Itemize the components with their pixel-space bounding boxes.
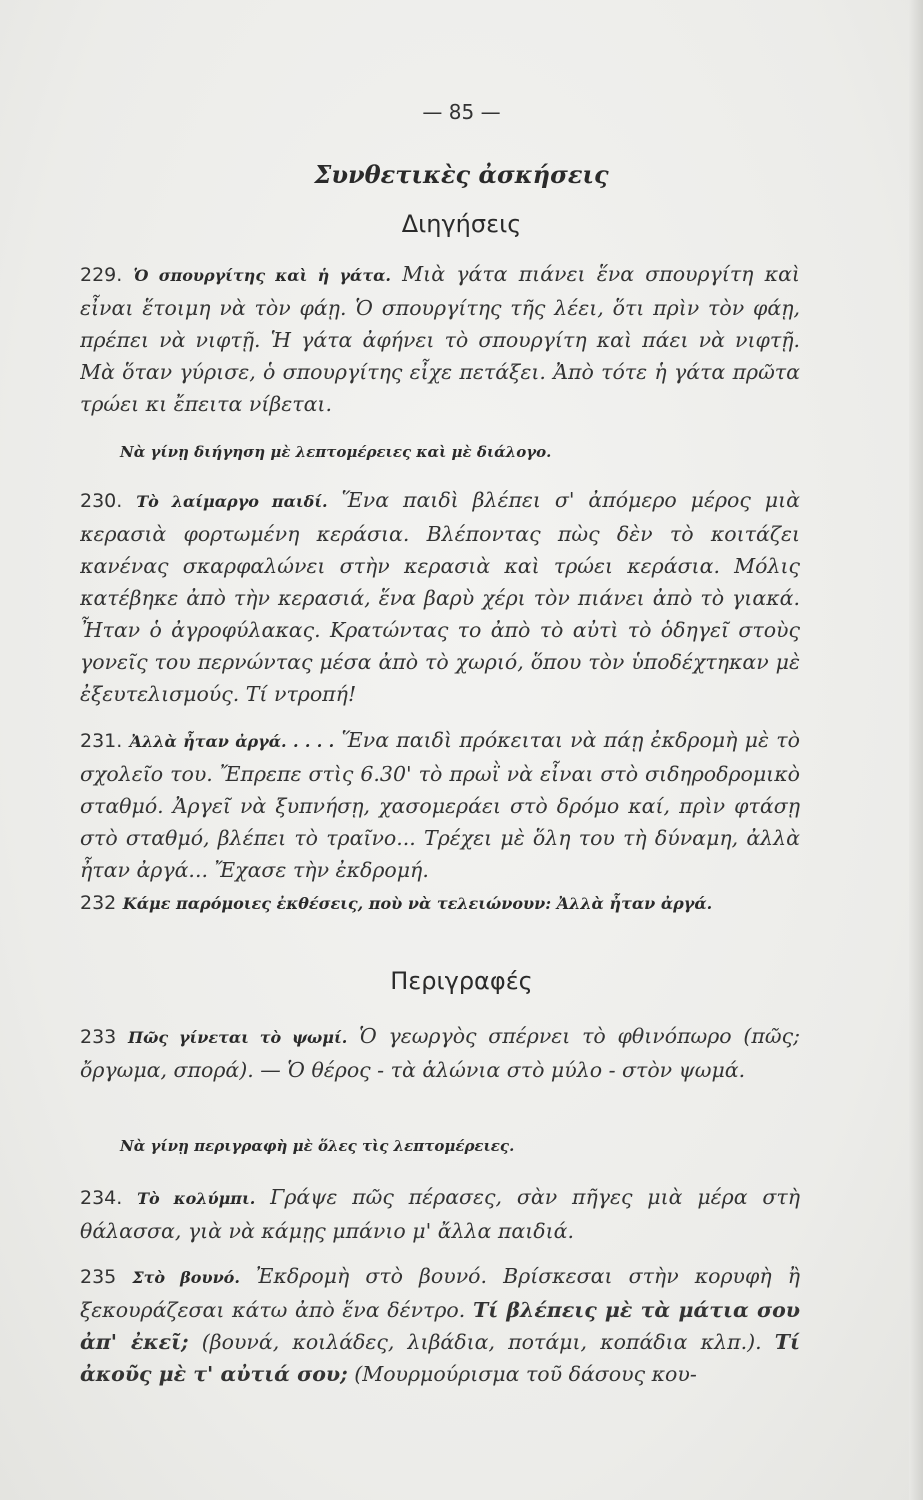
exercise-text: (Μουρμούρισμα τοῦ δάσους κου- [354,1362,697,1386]
exercise-number: 232 [80,892,117,914]
exercise-text: Ἐκδρομὴ στὸ βουνό. Βρίσκεσαι στὴν κορυφὴ ἢ ξεκουράζεσαι κάτω ἀπὸ ἕνα δέντρο. [80,1264,800,1322]
exercise-text: Μιὰ γάτα πιάνει ἕνα σπουργίτη καὶ εἶναι ἕτοιμη νὰ τὸν φάῃ. Ὁ σπουργίτης τῆς λέει, ὅτι πρὶν τὸν φάῃ, πρέπει νὰ νιφτῇ. Ἡ γάτα ἀφήνει τὸ σπουργίτη καὶ πάει νὰ νιφτῇ. Μὰ ὅταν γύρισε, ὁ σπουργίτης εἶχε πετάξει. Ἀπὸ τότε ἡ γάτα πρῶτα τρώει κι ἔπειτα νίβεται. [80,262,800,416]
exercise-question: Τί βλέπεις μὲ τὰ μάτια σου ἀπ' ἐκεῖ; [80,1298,800,1354]
exercise-text: (βουνά, κοιλάδες, λιβάδια, ποτάμι, κοπάδια κλπ.). [201,1330,762,1354]
exercise-229 [80,258,800,418]
exercise-230 [80,484,800,708]
exercise-234 [80,1181,800,1245]
exercise-235 [80,1260,800,1388]
subsection-title-descriptions: Περιγραφές [390,967,533,995]
exercise-text: Κάμε παρόμοιες ἐκθέσεις, ποὺ νὰ τελειώνουν: Ἀλλὰ ἦταν ἀργά. [122,894,713,913]
exercise-232 [80,886,800,920]
exercise-number: 230. [80,490,123,512]
page-number: — 85 — [422,100,501,124]
exercise-title: Ὁ σπουργίτης καὶ ἡ γάτα. [133,266,391,285]
exercise-233 [80,1020,800,1116]
exercise-number: 231. [80,730,123,752]
exercise-text: Ὁ γεωργὸς σπέρνει τὸ φθινόπωρο (πῶς; ὄργωμα, σπορά). — Ὁ θέρος - τὰ ἁλώνια στὸ μύλο - στὸν ψωμά. [80,1024,800,1082]
subsection-title-stories: Διηγήσεις [401,210,522,238]
exercise-number: 233 [80,1026,117,1048]
section-title: Συνθετικὲς ἀσκήσεις [314,160,609,189]
exercise-number: 229. [80,264,123,286]
exercise-instruction: Νὰ γίνῃ περιγραφὴ μὲ ὅλες τὶς λεπτομέρειες. [120,1137,515,1155]
exercise-number: 235 [80,1266,117,1288]
exercise-text: Ἕνα παιδὶ βλέπει σ' ἀπόμερο μέρος μιὰ κερασιὰ φορτωμένη κεράσια. Βλέποντας πὼς δὲν τὸ κοιτάζει κανένας σκαρφαλώνει στὴν κερασιὰ καὶ τρώει κεράσια. Μόλις κατέβηκε ἀπὸ τὴν κερασιά, ἕνα βαρὺ χέρι τὸν πιάνει ἀπὸ τὸ γιακά. Ἦταν ὁ ἀγροφύλακας. Κρατώντας το ἀπὸ τὸ αὐτὶ τὸ ὁδηγεῖ στοὺς γονεῖς του περνώντας μέσα ἀπὸ τὸ χωριό, ὅπου τὸν ὑποδέχτηκαν μὲ ἐξευτελισμούς. Τί ντροπή! [80,488,800,706]
exercise-title: Στὸ βουνό. [132,1268,240,1287]
exercise-title: Πῶς γίνεται τὸ ψωμί. [128,1028,348,1047]
exercise-text: Γράψε πῶς πέρασες, σὰν πῆγες μιὰ μέρα στὴ θάλασσα, γιὰ νὰ κάμῃς μπάνιο μ' ἄλλα παιδιά. [80,1185,800,1243]
exercise-text: Ἕνα παιδὶ πρόκειται νὰ πάῃ ἐκδρομὴ μὲ τὸ σχολεῖο του. Ἔπρεπε στὶς 6.30' τὸ πρωῒ νὰ εἶναι στὸ σιδηροδρομικὸ σταθμό. Ἀργεῖ νὰ ξυπνήσῃ, χασομεράει στὸ δρόμο καί, πρὶν φτάσῃ στὸ σταθμό, βλέπει τὸ τραῖνο... Τρέχει μὲ ὅλη του τὴ δύναμη, ἀλλὰ ἦταν ἀργά... Ἔχασε τὴν ἐκδρομή. [80,728,800,882]
exercise-231 [80,724,800,884]
exercise-question: Τί ἀκοῦς μὲ τ' αὐτιά σου; [80,1330,800,1386]
exercise-title: Τὸ κολύμπι. [137,1189,256,1208]
exercise-title: Ἀλλὰ ἦταν ἀργά. . . . . [129,732,335,751]
exercise-number: 234. [80,1187,123,1209]
exercise-title: Τὸ λαίμαργο παιδί. [136,492,328,511]
exercise-instruction: Νὰ γίνῃ διήγηση μὲ λεπτομέρειες καὶ μὲ διάλογο. [120,443,552,461]
